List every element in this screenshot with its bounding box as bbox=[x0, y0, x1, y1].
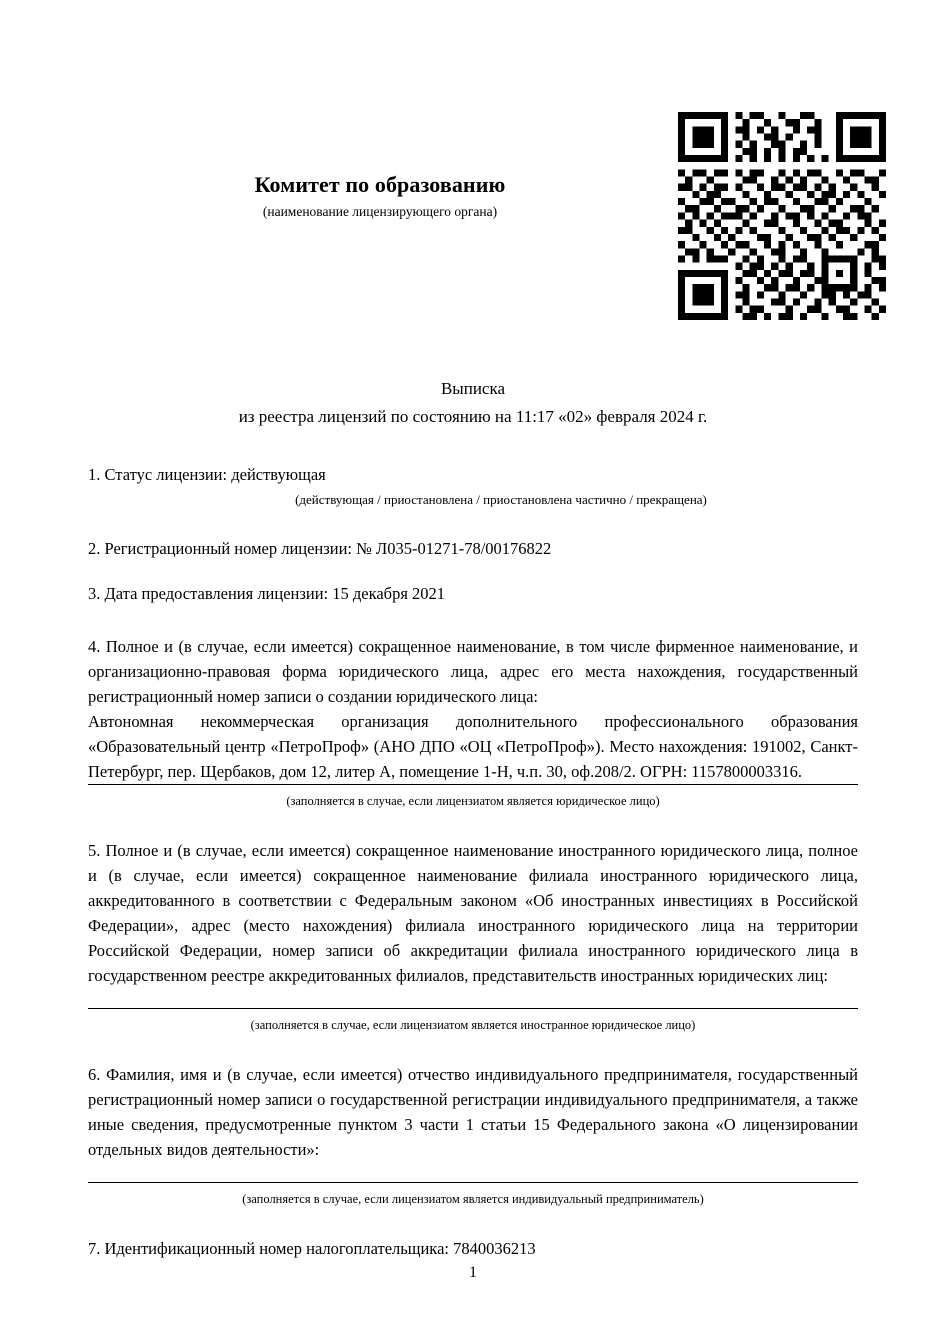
item-inn-text: 7. Идентификационный номер налогоплательщика: 7840036213 bbox=[88, 1239, 536, 1258]
item-legal-entity-note: (заполняется в случае, если лицензиатом является юридическое лицо) bbox=[286, 794, 660, 808]
item-foreign-legal-entity-note: (заполняется в случае, если лицензиатом является иностранное юридическое лицо) bbox=[250, 1018, 696, 1032]
item-legal-entity-text: 4. Полное и (в случае, если имеется) сокращенное наименование, в том числе фирменное наименование, и организационно-правовая форма юридического лица, адрес его места нахождения, государственный регистрационный номер записи о создании юридического лица: bbox=[88, 637, 858, 706]
item-foreign-legal-entity-text: 5. Полное и (в случае, если имеется) сокращенное наименование иностранного юридического лица, полное и (в случае, если имеется) сокращенное наименование филиала иностранного юридического лица, аккредитованного в соответствии с Федеральным законом «Об иностранных инвестициях в Российской Федерации», адрес (место нахождения) филиала иностранного юридического лица на территории Российской Федерации, номер записи об аккредитации филиала иностранного юридического лица в государственном реестре аккредитованных филиалов, представительств иностранных юридических лиц: bbox=[88, 841, 858, 985]
divider bbox=[88, 784, 858, 785]
item-status bbox=[88, 462, 858, 512]
item-foreign-legal-entity bbox=[88, 838, 858, 1038]
item-individual-entrepreneur-note: (заполняется в случае, если лицензиатом является индивидуальный предприниматель) bbox=[242, 1192, 704, 1206]
document-body bbox=[88, 462, 858, 1261]
item-individual-entrepreneur bbox=[88, 1062, 858, 1212]
item-registration-number bbox=[88, 536, 858, 561]
item-status-text: 1. Статус лицензии: действующая bbox=[88, 465, 326, 484]
document-title-line1: Выписка bbox=[440, 379, 506, 398]
document-title bbox=[0, 375, 946, 431]
divider bbox=[88, 1182, 858, 1183]
item-individual-entrepreneur-text: 6. Фамилия, имя и (в случае, если имеется) отчество индивидуального предпринимателя, государственный регистрационный номер записи о государственной регистрации индивидуального предпринимателя, а также иные сведения, предусмотренные пунктом 3 части 1 статьи 15 Федерального закона «О лицензировании отдельных видов деятельности»: bbox=[88, 1065, 858, 1159]
licensing-authority-block bbox=[120, 172, 640, 220]
licensing-authority-caption: (наименование лицензирующего органа) bbox=[262, 204, 498, 219]
item-inn bbox=[88, 1236, 858, 1261]
licensing-authority-name: Комитет по образованию bbox=[254, 172, 506, 197]
page-number: 1 bbox=[469, 1264, 477, 1281]
item-legal-entity-value: Автономная некоммерческая организация дополнительного профессионального образования «Образовательный центр «ПетроПроф» (АНО ДПО «ОЦ «ПетроПроф»). Место нахождения: 191002, Санкт-Петербург, пер. Щербаков, дом 12, литер А, помещение 1-Н, ч.п. 30, оф.208/2. ОГРН: 1157800003316. bbox=[88, 712, 858, 781]
item-issue-date bbox=[88, 581, 858, 606]
divider bbox=[88, 1008, 858, 1009]
item-registration-number-text: 2. Регистрационный номер лицензии: № Л035-01271-78/00176822 bbox=[88, 539, 552, 558]
item-status-note: (действующая / приостановлена / приостановлена частично / прекращена) bbox=[295, 492, 707, 507]
item-legal-entity bbox=[88, 634, 858, 814]
qr-code-icon bbox=[678, 112, 886, 320]
item-issue-date-text: 3. Дата предоставления лицензии: 15 декабря 2021 bbox=[88, 584, 446, 603]
document-title-line2: из реестра лицензий по состоянию на 11:17 «02» февраля 2024 г. bbox=[238, 407, 708, 426]
